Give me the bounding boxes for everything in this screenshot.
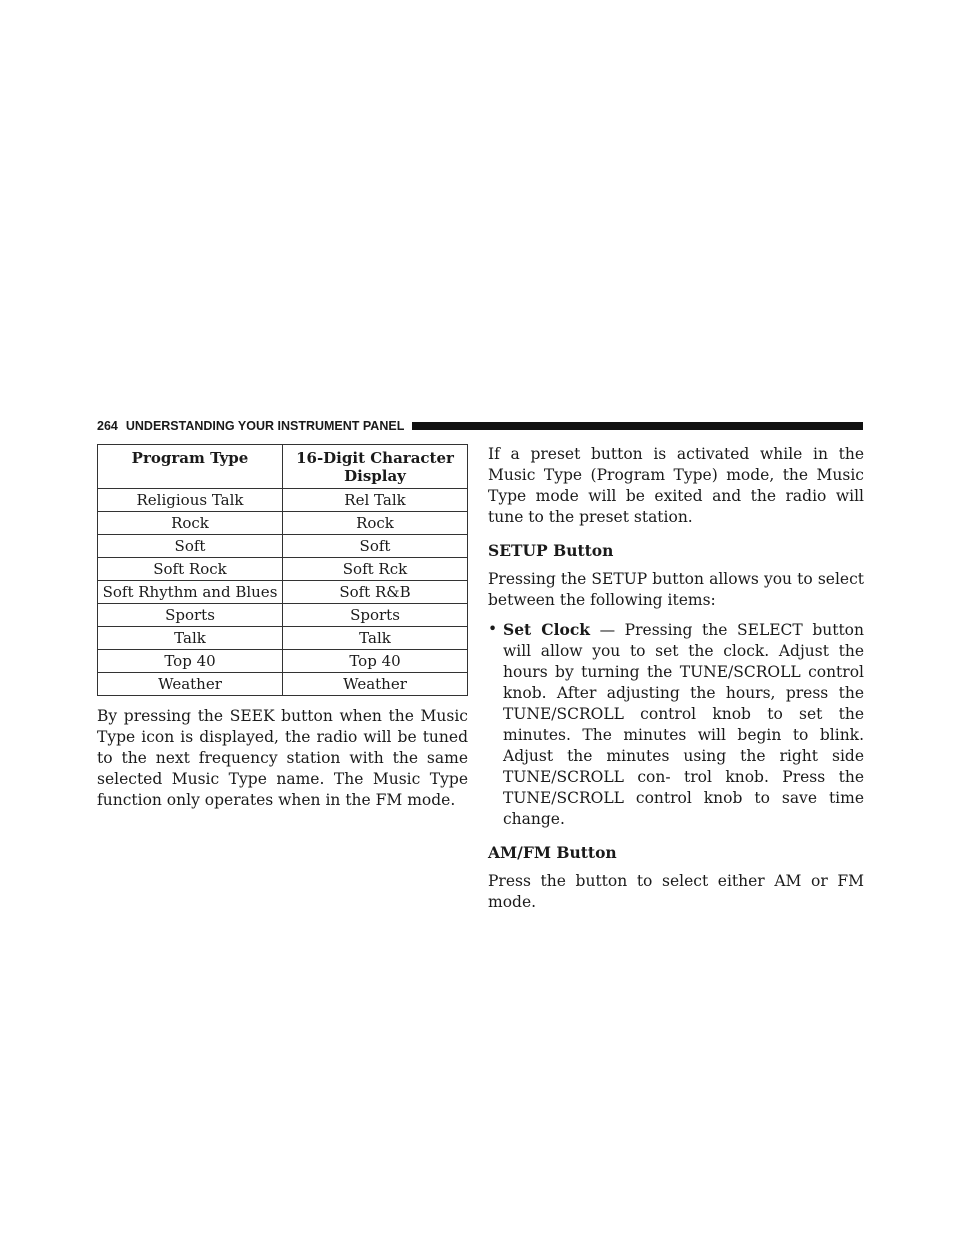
program-type-table: [97, 444, 468, 696]
program-type-cell: Religious Talk: [98, 489, 283, 512]
program-type-cell: Soft: [98, 535, 283, 558]
program-type-cell: Soft Rock: [98, 558, 283, 581]
page-header: [97, 418, 863, 434]
set-clock-term: Set Clock: [503, 620, 591, 639]
amfm-paragraph: Press the button to select either AM or FM mode.: [488, 872, 864, 911]
setup-paragraph: Pressing the SETUP button allows you to select between the following items:: [488, 570, 864, 609]
bullet-icon: •: [488, 620, 498, 638]
program-type-cell: Top 40: [98, 650, 283, 673]
table-row: [98, 650, 468, 673]
preset-paragraph: If a preset button is activated while in the Music Type (Program Type) mode, the Music Type mode will be exited and the radio will tune to the preset station.: [488, 445, 864, 526]
set-clock-text: [503, 619, 864, 830]
section-title: UNDERSTANDING YOUR INSTRUMENT PANEL: [125, 419, 405, 433]
table-row: [98, 604, 468, 627]
seek-paragraph: By pressing the SEEK button when the Music Type icon is displayed, the radio will be tuned to the next frequency station with the same selected Music Type name. The Music Type function only operates when in the FM mode.: [97, 707, 468, 809]
table-row: [98, 673, 468, 696]
table-row: [98, 489, 468, 512]
program-type-cell: Rock: [98, 512, 283, 535]
column-header-program-type: Program Type: [98, 445, 283, 489]
table-row: [98, 627, 468, 650]
character-display-cell: Soft Rck: [283, 558, 468, 581]
character-display-cell: Soft: [283, 535, 468, 558]
character-display-cell: Talk: [283, 627, 468, 650]
table-row: [98, 581, 468, 604]
column-header-character-display: 16-Digit Character Display: [283, 445, 468, 489]
character-display-cell: Top 40: [283, 650, 468, 673]
page-number: 264: [97, 419, 118, 433]
table-header-row: [98, 445, 468, 489]
table-row: [98, 535, 468, 558]
header-rule: [412, 422, 863, 430]
left-column: [97, 444, 468, 811]
table-row: [98, 512, 468, 535]
character-display-cell: Soft R&B: [283, 581, 468, 604]
character-display-cell: Sports: [283, 604, 468, 627]
table-row: [98, 558, 468, 581]
set-clock-list-item: [488, 619, 864, 830]
character-display-cell: Weather: [283, 673, 468, 696]
program-type-cell: Talk: [98, 627, 283, 650]
right-column: [488, 444, 864, 913]
program-type-cell: Weather: [98, 673, 283, 696]
character-display-cell: Rock: [283, 512, 468, 535]
amfm-heading: AM/FM Button: [488, 843, 617, 862]
set-clock-description: — Pressing the SELECT button will allow you to set the clock. Adjust the hours by turning the TUNE/SCROLL control knob. After adjusting the hours, press the TUNE/SCROLL control knob to set the minutes. The minutes will begin to blink. Adjust the minutes using the right side TUNE/SCROLL con- trol knob. Press the TUNE/SCROLL control knob to save time change.: [503, 621, 865, 828]
table-body: [98, 489, 468, 696]
character-display-cell: Rel Talk: [283, 489, 468, 512]
setup-heading: SETUP Button: [488, 541, 614, 560]
program-type-cell: Sports: [98, 604, 283, 627]
program-type-cell: Soft Rhythm and Blues: [98, 581, 283, 604]
